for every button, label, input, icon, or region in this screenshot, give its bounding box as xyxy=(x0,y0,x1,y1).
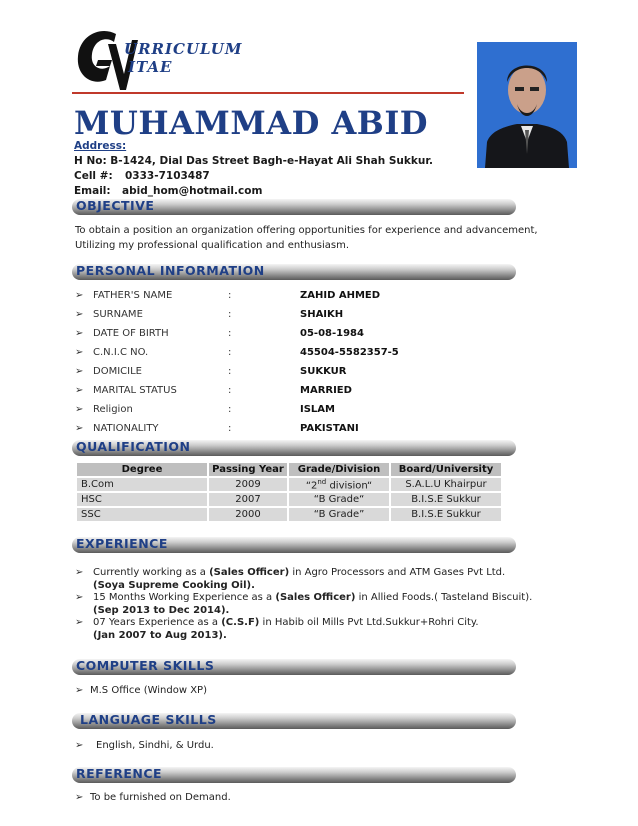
computer-skills-bar xyxy=(72,659,516,675)
objective-bar xyxy=(72,199,516,215)
personal-info-colon: : xyxy=(228,328,232,339)
qualification-bar xyxy=(72,440,516,456)
reference-item: To be furnished on Demand. xyxy=(90,792,231,803)
qualification-cell: B.I.S.E Sukkur xyxy=(391,508,501,521)
experience-item xyxy=(93,567,505,578)
profile-photo xyxy=(477,42,577,168)
bullet-arrow-icon: ➢ xyxy=(75,309,84,320)
bullet-arrow-icon: ➢ xyxy=(75,366,84,377)
experience-sub: (Soya Supreme Cooking Oil). xyxy=(93,580,255,591)
experience-post: in Agro Processors and ATM Gases Pvt Ltd. xyxy=(289,567,506,578)
bullet-arrow-icon: ➢ xyxy=(75,685,84,696)
logo-word-1: URRICULUM xyxy=(124,40,243,58)
experience-bar xyxy=(72,537,516,553)
qualification-header-row xyxy=(77,463,501,476)
experience-role: (C.S.F) xyxy=(221,617,260,628)
personal-info-label: FATHER'S NAME xyxy=(93,290,173,301)
bullet-arrow-icon: ➢ xyxy=(75,347,84,358)
experience-pre: 07 Years Experience as a xyxy=(93,617,222,628)
experience-item xyxy=(93,592,532,603)
bullet-arrow-icon: ➢ xyxy=(75,423,84,434)
personal-info-colon: : xyxy=(228,309,232,320)
bullet-arrow-icon: ➢ xyxy=(75,567,84,578)
personal-info-value: MARRIED xyxy=(300,385,352,396)
reference-bar xyxy=(72,767,516,783)
qualification-cell: 2000 xyxy=(209,508,287,521)
experience-sub: (Jan 2007 to Aug 2013). xyxy=(93,630,227,641)
col-grade-division: Grade/Division xyxy=(289,463,389,476)
cell-label: Cell #: xyxy=(74,170,113,182)
qualification-cell: “B Grade” xyxy=(289,508,389,521)
personal-info-colon: : xyxy=(228,404,232,415)
qualification-row xyxy=(77,478,501,491)
personal-info-value: SUKKUR xyxy=(300,366,347,377)
personal-info-value: ISLAM xyxy=(300,404,335,415)
language-skills-title: LANGUAGE SKILLS xyxy=(80,712,217,727)
experience-item xyxy=(93,617,479,628)
personal-info-label: SURNAME xyxy=(93,309,143,320)
email-label: Email: xyxy=(74,185,111,197)
qualification-cell: 2009 xyxy=(209,478,287,491)
personal-info-value: ZAHID AHMED xyxy=(300,290,381,301)
language-skills-bar xyxy=(72,713,516,729)
candidate-name: MUHAMMAD ABID xyxy=(74,104,429,142)
personal-info-label: DATE OF BIRTH xyxy=(93,328,169,339)
personal-info-label: C.N.I.C NO. xyxy=(93,347,149,358)
personal-info-colon: : xyxy=(228,423,232,434)
header-rule xyxy=(72,92,464,94)
qualification-cell: “B Grade“ xyxy=(289,493,389,506)
qualification-table xyxy=(75,461,503,523)
reference-title: REFERENCE xyxy=(76,766,163,781)
qualification-cell: S.A.L.U Khairpur xyxy=(391,478,501,491)
bullet-arrow-icon: ➢ xyxy=(75,328,84,339)
qualification-cell: B.Com xyxy=(77,478,207,491)
qualification-cell: B.I.S.E Sukkur xyxy=(391,493,501,506)
experience-post: in Allied Foods.( Tasteland Biscuit). xyxy=(355,592,533,603)
personal-info-value: SHAIKH xyxy=(300,309,344,320)
personal-info-value: PAKISTANI xyxy=(300,423,359,434)
experience-sub: (Sep 2013 to Dec 2014). xyxy=(93,605,230,616)
personal-info-value: 45504-5582357-5 xyxy=(300,347,399,358)
qualification-cell: 2007 xyxy=(209,493,287,506)
address-text: H No: B-1424, Dial Das Street Bagh-e-Hayat Ali Shah Sukkur. xyxy=(74,155,434,167)
bullet-arrow-icon: ➢ xyxy=(75,740,84,751)
personal-info-title: PERSONAL INFORMATION xyxy=(76,263,265,278)
personal-info-bar xyxy=(72,264,516,280)
personal-info-label: NATIONALITY xyxy=(93,423,159,434)
cell-number: 0333-7103487 xyxy=(125,170,210,182)
experience-role: (Sales Officer) xyxy=(275,592,356,603)
bullet-arrow-icon: ➢ xyxy=(75,404,84,415)
personal-info-colon: : xyxy=(228,366,232,377)
experience-role: (Sales Officer) xyxy=(209,567,290,578)
address-label: Address: xyxy=(74,140,127,152)
qualification-title: QUALIFICATION xyxy=(76,439,191,454)
person-silhouette-icon xyxy=(477,42,577,168)
qualification-cell: “2nd division“ xyxy=(289,478,389,491)
bullet-arrow-icon: ➢ xyxy=(75,385,84,396)
personal-info-label: Religion xyxy=(93,404,133,415)
qualification-cell: HSC xyxy=(77,493,207,506)
experience-post: in Habib oil Mills Pvt Ltd.Sukkur+Rohri City. xyxy=(259,617,479,628)
objective-line-2: Utilizing my professional qualification and enthusiasm. xyxy=(75,240,350,251)
personal-info-colon: : xyxy=(228,385,232,396)
personal-info-label: DOMICILE xyxy=(93,366,142,377)
bullet-arrow-icon: ➢ xyxy=(75,592,84,603)
objective-line-1: To obtain a position an organization offering opportunities for experience and advancement, xyxy=(75,225,538,236)
bullet-arrow-icon: ➢ xyxy=(75,792,84,803)
qualification-row xyxy=(77,493,501,506)
personal-info-label: MARITAL STATUS xyxy=(93,385,177,396)
logo-word-2: ITAE xyxy=(128,58,173,76)
objective-title: OBJECTIVE xyxy=(76,198,155,213)
col-passing-year: Passing Year xyxy=(209,463,287,476)
personal-info-value: 05-08-1984 xyxy=(300,328,364,339)
language-skill-item: English, Sindhi, & Urdu. xyxy=(96,740,214,751)
experience-pre: 15 Months Working Experience as a xyxy=(93,592,276,603)
col-degree: Degree xyxy=(77,463,207,476)
email-address: abid_hom@hotmail.com xyxy=(122,185,263,197)
experience-title: EXPERIENCE xyxy=(76,536,168,551)
col-board-university: Board/University xyxy=(391,463,501,476)
experience-pre: Currently working as a xyxy=(93,567,210,578)
qualification-row xyxy=(77,508,501,521)
personal-info-colon: : xyxy=(228,347,232,358)
bullet-arrow-icon: ➢ xyxy=(75,617,84,628)
computer-skills-title: COMPUTER SKILLS xyxy=(76,658,215,673)
computer-skill-item: M.S Office (Window XP) xyxy=(90,685,207,696)
qualification-cell: SSC xyxy=(77,508,207,521)
personal-info-colon: : xyxy=(228,290,232,301)
cv-logo xyxy=(72,26,243,96)
bullet-arrow-icon: ➢ xyxy=(75,290,84,301)
